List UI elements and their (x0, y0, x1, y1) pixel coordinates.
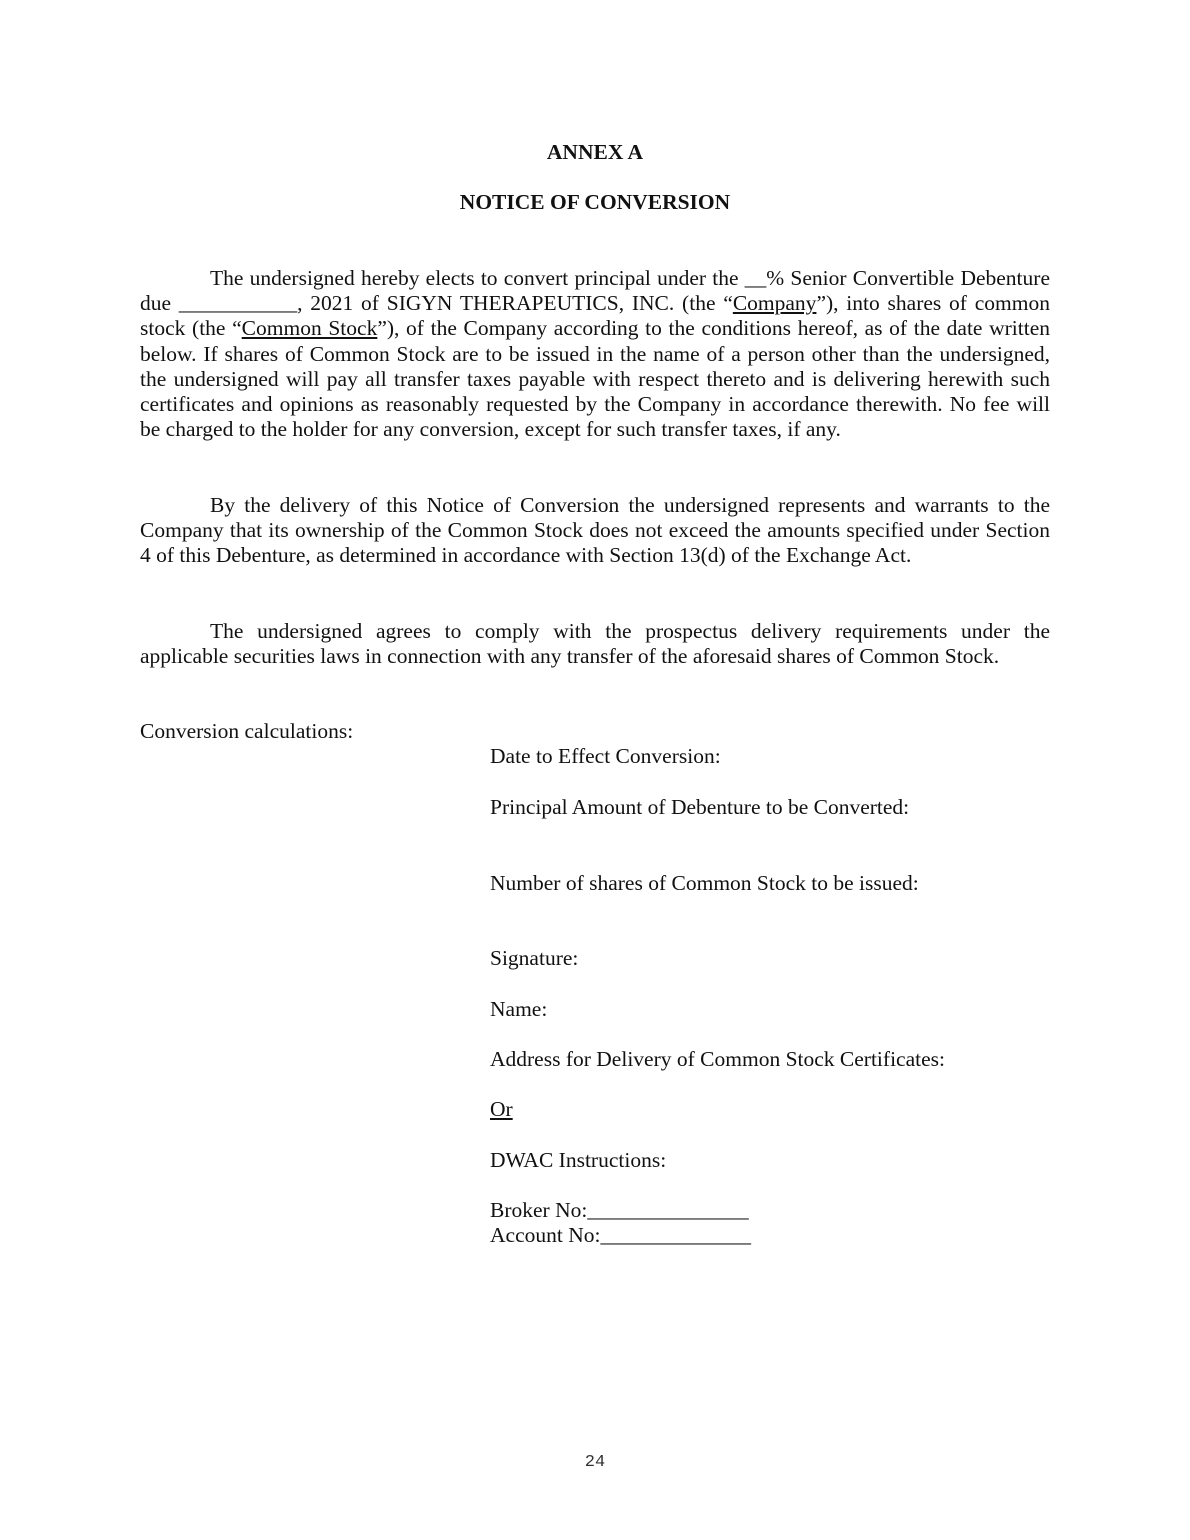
account-number-field: Account No:______________ (490, 1223, 751, 1247)
prospectus-paragraph: The undersigned agrees to comply with the prospectus delivery requirements under the applicable securities laws in connection with any transfer of the aforesaid shares of Common Stock. (140, 619, 1050, 669)
name-field: Name: (490, 997, 548, 1021)
para1-text-2: ”), into shares of common stock (the “ (140, 291, 1051, 341)
para1-text-3: ”), of the Company according to the conditions hereof, as of the date written below. If shares of Common Stock are to be issued in the name of a person other than the undersigned, the undersigned will pay all transfer taxes payable with respect thereto and is delivering herewith such certificates and opinions as reasonably requested by the Company in accordance therewith. No fee will be charged to the holder for any conversion, except for such transfer taxes, if any. (140, 316, 1051, 442)
signature-field: Signature: (490, 946, 579, 970)
principal-amount-field: Principal Amount of Debenture to be Converted: (490, 795, 910, 819)
dwac-instructions-label: DWAC Instructions: (490, 1148, 667, 1172)
para1-text-1: The undersigned hereby elects to convert principal under the __% Senior Convertible Debenture due ___________, 2021 of SIGYN THERAPEUTICS, INC. (the “ (140, 266, 1050, 316)
date-to-effect-conversion-field: Date to Effect Conversion: (490, 744, 721, 768)
broker-number-field: Broker No:_______________ (490, 1198, 749, 1222)
annex-title: ANNEX A (546, 140, 644, 164)
representation-paragraph: By the delivery of this Notice of Conversion the undersigned represents and warrants to the Company that its ownership of the Common Stock does not exceed the amounts specified under Section 4 of this Debenture, as determined in accordance with Section 13(d) of the Exchange Act. (140, 493, 1050, 568)
conversion-calculations-label: Conversion calculations: (140, 719, 354, 743)
notice-title: NOTICE OF CONVERSION (459, 190, 731, 214)
delivery-address-field: Address for Delivery of Common Stock Certificates: (490, 1047, 945, 1071)
conversion-election-paragraph (140, 266, 1050, 442)
page-number: 24 (584, 1453, 606, 1472)
number-of-shares-field: Number of shares of Common Stock to be issued: (490, 871, 919, 895)
company-defined-term: Company (732, 291, 817, 316)
common-stock-defined-term: Common Stock (241, 316, 378, 341)
or-separator: Or (490, 1097, 513, 1121)
